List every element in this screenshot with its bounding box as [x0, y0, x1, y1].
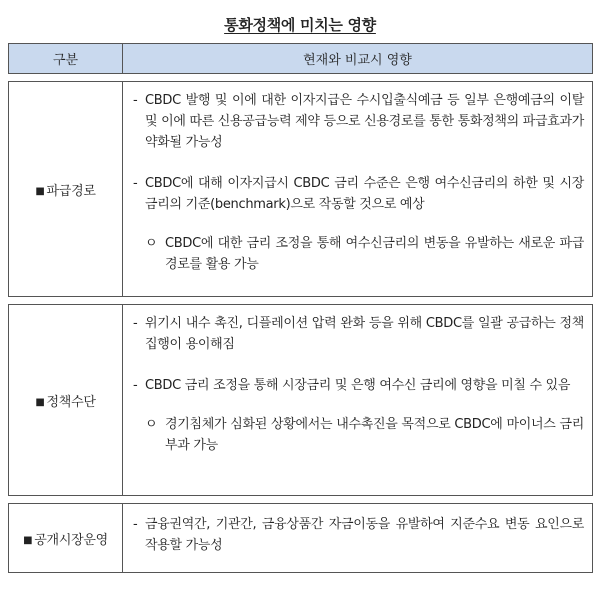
row-gap [9, 496, 593, 504]
content-cell [123, 305, 593, 496]
category-label: 정책수단 [46, 394, 96, 410]
category-label: 파급경로 [46, 183, 96, 199]
item-text: CBDC에 대해 이자지급시 CBDC 금리 수준은 은행 여수신금리의 하한 및 시장금리의 기준(benchmark)으로 작동할 것으로 예상 [145, 176, 584, 212]
header-category: 구분 [9, 44, 123, 74]
list-item [133, 375, 584, 396]
dash-marker: - [133, 316, 138, 331]
category-label: 공개시장운영 [34, 532, 108, 548]
item-text: CBDC 금리 조정을 통해 시장금리 및 은행 여수신 금리에 영향을 미칠 수 있음 [145, 378, 571, 393]
category-cell [9, 305, 123, 496]
dash-marker: - [133, 517, 138, 532]
item-text: 금융권역간, 기관간, 금융상품간 자금이동을 유발하여 지준수요 변동 요인으로 작용할 가능성 [145, 517, 584, 553]
document-title [0, 14, 600, 35]
sub-list-item [133, 233, 584, 275]
list-item [133, 514, 584, 556]
circle-marker-icon: ㅇ [145, 417, 158, 432]
content-cell [123, 504, 593, 573]
item-text: 경기침체가 심화된 상황에서는 내수촉진을 목적으로 CBDC에 마이너스 금리 부과 가능 [165, 417, 584, 453]
table-row-policy-tools [9, 305, 593, 496]
document-title-text: 통화정책에 미치는 영향 [224, 16, 376, 34]
table-row-transmission [9, 82, 593, 297]
category-cell [9, 504, 123, 573]
list-item [133, 90, 584, 153]
table-row-open-market [9, 504, 593, 573]
item-text: 위기시 내수 촉진, 디플레이션 압력 완화 등을 위해 CBDC를 일괄 공급하는 정책 집행이 용이해짐 [145, 316, 584, 352]
policy-impact-table [8, 43, 593, 573]
item-text: CBDC에 대한 금리 조정을 통해 여수신금리의 변동을 유발하는 새로운 파급경로를 활용 가능 [165, 236, 584, 272]
category-cell [9, 82, 123, 297]
list-item [133, 173, 584, 215]
circle-marker-icon: ㅇ [145, 236, 158, 251]
dash-marker: - [133, 378, 138, 393]
square-bullet-icon: ■ [35, 396, 45, 408]
list-item [133, 313, 584, 355]
header-impact: 현재와 비교시 영향 [123, 44, 593, 74]
content-cell [123, 82, 593, 297]
dash-marker: - [133, 93, 138, 108]
item-text: CBDC 발행 및 이에 대한 이자지급은 수시입출식예금 등 일부 은행예금의 이탈 및 이에 따른 신용공급능력 제약 등으로 신용경로를 통한 통화정책의 파급효과가 약화될 가능성 [145, 93, 585, 150]
row-gap [9, 297, 593, 305]
sub-list-item [133, 414, 584, 456]
square-bullet-icon: ■ [23, 534, 33, 546]
header-gap [9, 74, 593, 82]
square-bullet-icon: ■ [35, 185, 45, 197]
dash-marker: - [133, 176, 138, 191]
table-header-row [9, 44, 593, 74]
